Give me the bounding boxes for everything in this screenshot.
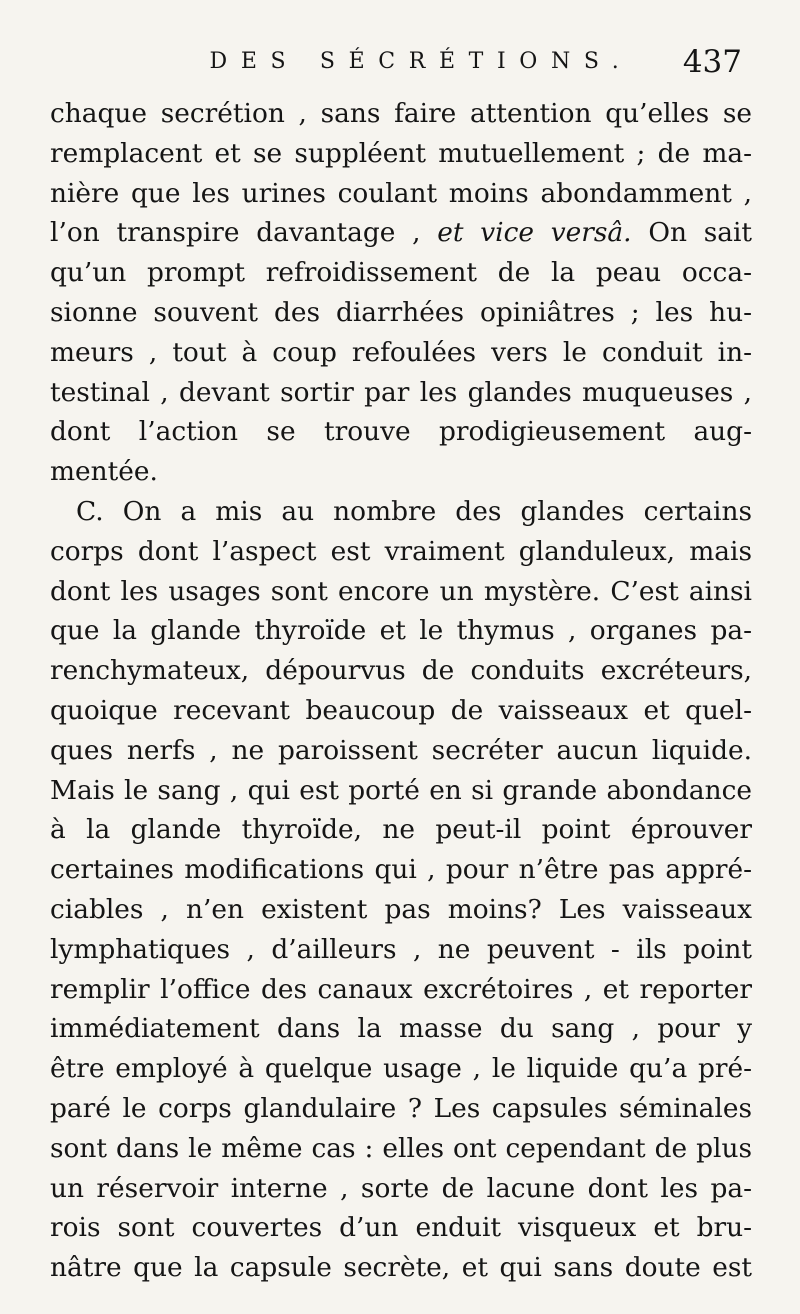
paragraph-1 [50, 94, 752, 492]
text-line-with-italic [50, 213, 752, 253]
line-start: l’on transpire davantage , [50, 217, 421, 249]
text-line: meurs , tout à coup refoulées vers le conduit in- [50, 336, 752, 368]
text-line: remplir l’office des canaux excrétoires , et reporter [50, 973, 752, 1005]
text-line: qu’un prompt refroidissement de la peau occa- [50, 257, 752, 289]
text-line: renchymateux, dépourvus de conduits excréteurs, [50, 655, 752, 687]
running-head [50, 44, 752, 94]
text-line: nière que les urines coulant moins abondamment , [50, 177, 752, 209]
text-line: Mais le sang , qui est porté en si grande abondance [50, 774, 752, 806]
text-line: à la glande thyroïde, ne peut-il point éprouver [50, 814, 752, 846]
text-line: C. On a mis au nombre des glandes certains [76, 495, 752, 527]
running-title: DES SÉCRÉTIONS. [209, 49, 633, 74]
text-line: chaque secrétion , sans faire attention qu’elles se [50, 98, 752, 129]
paragraph-2 [50, 492, 752, 1288]
body-text [50, 94, 752, 1288]
text-line: paré le corps glandulaire ? Les capsules séminales [50, 1092, 752, 1124]
text-line: dont les usages sont encore un mystère. C’est ainsi [50, 575, 752, 607]
text-line: immédiatement dans la masse du sang , pour y [50, 1013, 752, 1045]
text-line: que la glande thyroïde et le thymus , organes pa- [50, 615, 752, 647]
text-line: remplacent et se suppléent mutuellement ; de ma- [50, 137, 752, 169]
text-line: certaines modifications qui , pour n’être pas appré- [50, 854, 752, 886]
text-line: lymphatiques , d’ailleurs , ne peuvent - ils point [50, 933, 752, 965]
page-number: 437 [682, 44, 742, 80]
text-line: nâtre que la capsule secrète, et qui sans doute est [50, 1252, 752, 1284]
text-line: sionne souvent des diarrhées opiniâtres ; les hu- [50, 296, 752, 328]
text-line: un réservoir interne , sorte de lacune dont les pa- [50, 1172, 752, 1204]
italic-phrase: et vice versâ. [437, 217, 632, 249]
text-line: être employé à quelque usage , le liquide qu’a pré- [50, 1053, 752, 1085]
text-line: testinal , devant sortir par les glandes muqueuses , [50, 376, 752, 408]
text-line: ques nerfs , ne paroissent secréter aucun liquide. [50, 734, 752, 766]
text-line: rois sont couvertes d’un enduit visqueux et bru- [50, 1212, 752, 1244]
text-line: ciables , n’en existent pas moins? Les vaisseaux [50, 893, 752, 925]
line-end: On sait [648, 217, 753, 249]
text-line: mentée. [50, 456, 158, 488]
text-line: dont l’action se trouve prodigieusement aug- [50, 416, 752, 448]
text-line: corps dont l’aspect est vraiment glanduleux, mais [50, 535, 752, 567]
text-line: sont dans le même cas : elles ont cependant de plus [50, 1132, 752, 1164]
text-line: quoique recevant beaucoup de vaisseaux et quel- [50, 694, 752, 726]
